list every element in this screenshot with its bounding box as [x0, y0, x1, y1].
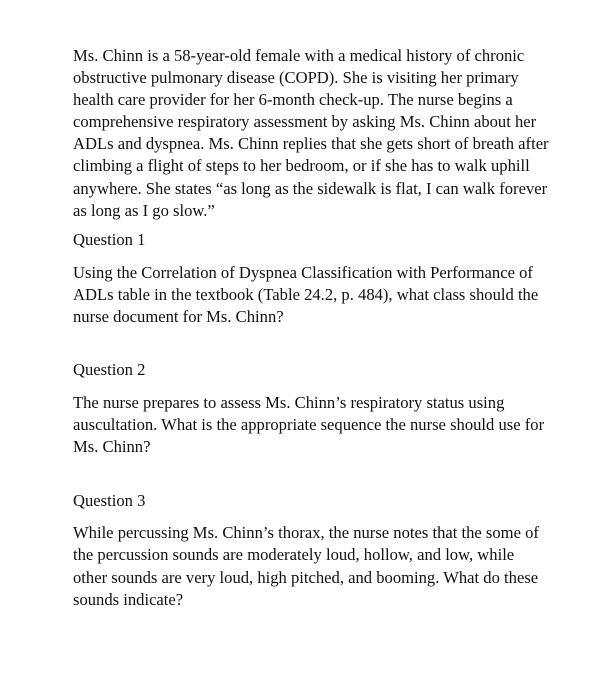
- question-2-body: The nurse prepares to assess Ms. Chinn’s respiratory status using auscultation. What is the appropriate sequence the nurse should use for Ms. Chinn?: [73, 393, 545, 457]
- question-1-title: Question 1: [73, 229, 146, 249]
- case-scenario-text: Ms. Chinn is a 58-year-old female with a medical history of chronic obstructive pulmonary disease (COPD). She is visiting her primary health care provider for her 6-month check-up. The nurse begins a comprehensive respiratory assessment by asking Ms. Chinn about her ADLs and dyspnea. Ms. Chinn replies that she gets short of breath after climbing a flight of steps to her bedroom, or if she has to walk uphill anywhere. She states “as long as the sidewalk is flat, I can walk forever as long as I go slow.”: [73, 46, 549, 220]
- question-1-body: Using the Correlation of Dyspnea Classification with Performance of ADLs table in the textbook (Table 24.2, p. 484), what class should the nurse document for Ms. Chinn?: [73, 262, 539, 326]
- question-3-title: Question 3: [73, 491, 146, 511]
- question-3-body: While percussing Ms. Chinn’s thorax, the nurse notes that the some of the percussion sounds are moderately loud, hollow, and low, while other sounds are very loud, high pitched, and booming. What do these sounds indicate?: [73, 523, 539, 609]
- document-page: [73, 45, 549, 611]
- question-2-title: Question 2: [73, 360, 146, 380]
